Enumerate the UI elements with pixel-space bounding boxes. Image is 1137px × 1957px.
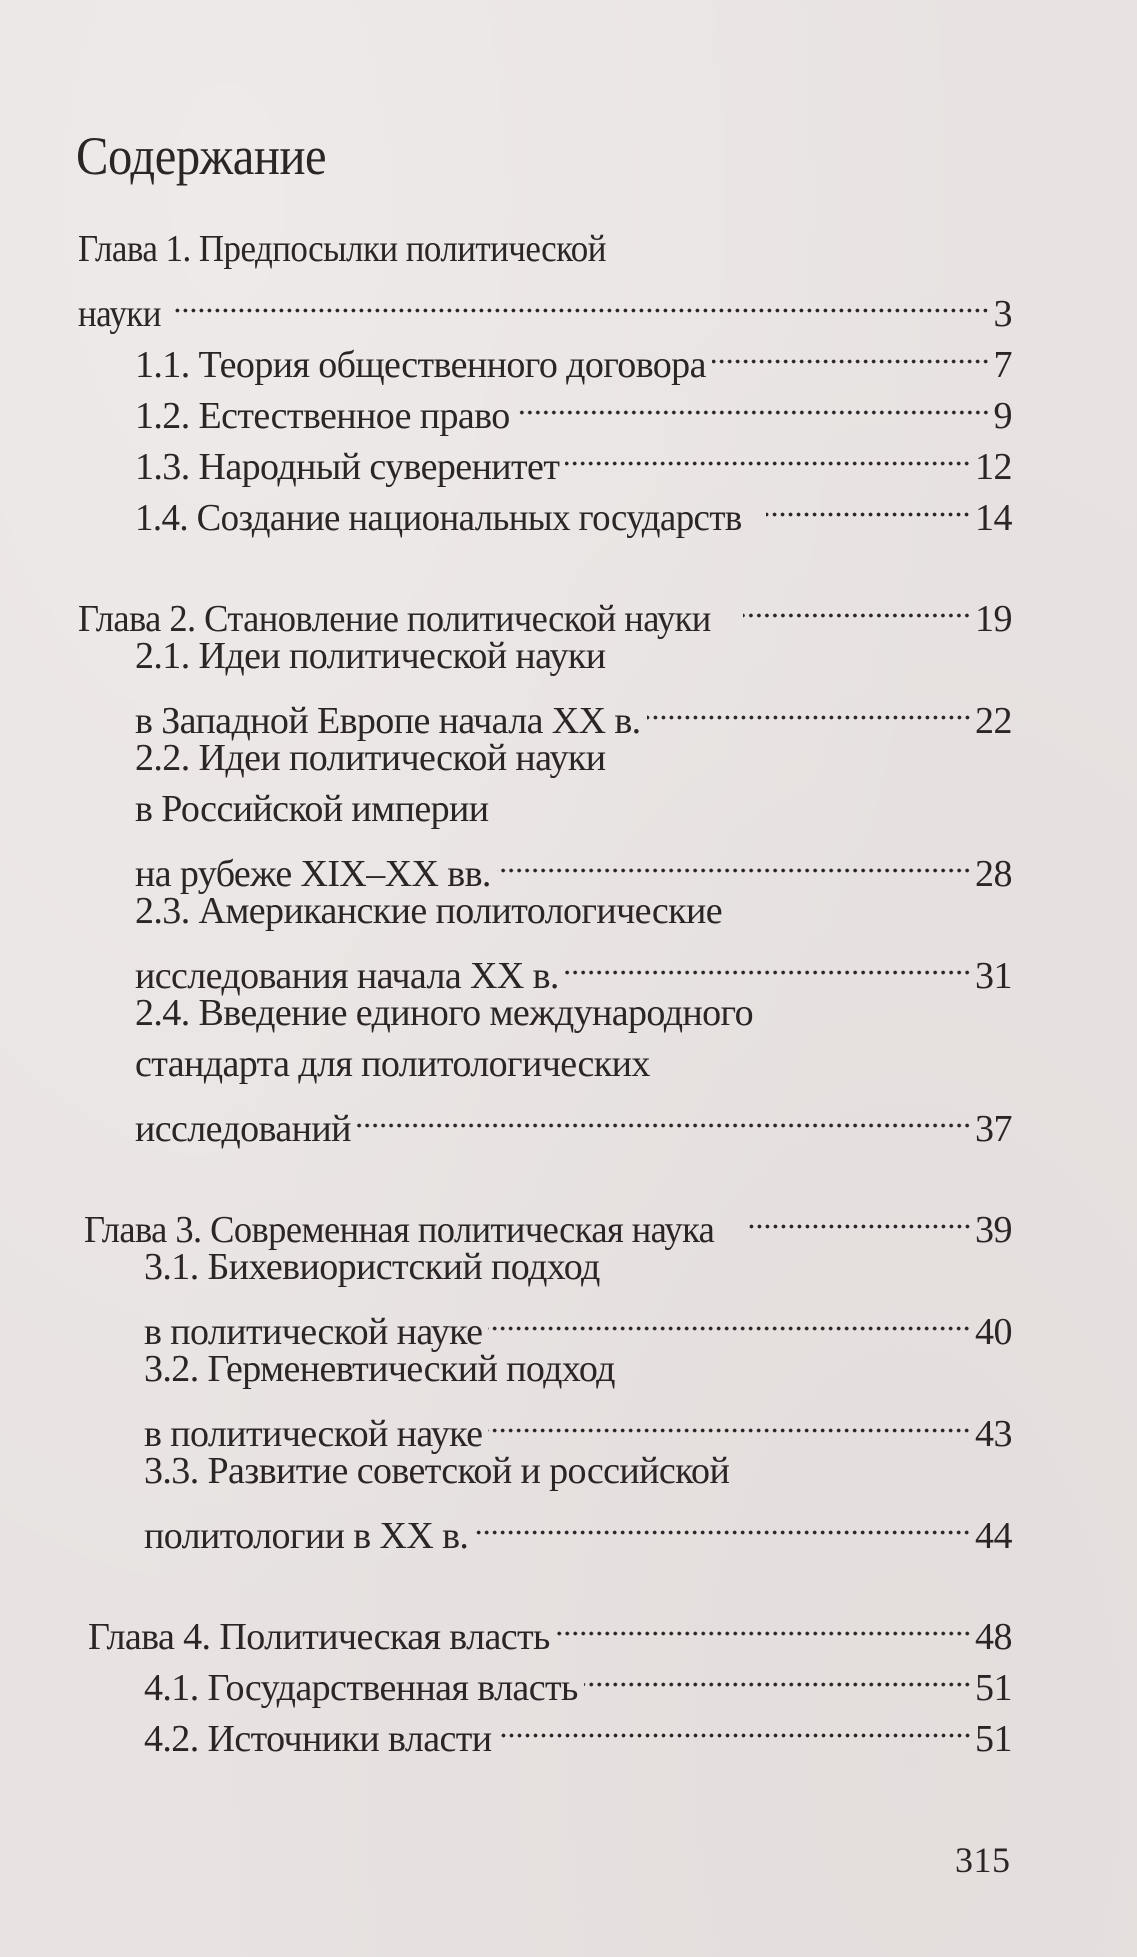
dot-leader	[498, 1700, 972, 1751]
section-title: в Западной Европе начала XX в.	[135, 700, 641, 742]
toc-chapter-4	[78, 1598, 1012, 1760]
page-title: Содержание	[76, 126, 327, 186]
dot-leader	[516, 377, 990, 428]
page-number: 37	[975, 1108, 1012, 1150]
section-title: 1.2. Естественное право	[135, 395, 510, 437]
toc-section-2-4[interactable]	[78, 988, 1012, 1039]
section-title: 2.4. Введение единого международного	[135, 992, 753, 1034]
page-number: 28	[975, 853, 1012, 895]
toc-section-3-3-cont[interactable]	[78, 1497, 1012, 1557]
dot-leader	[357, 1090, 971, 1141]
dot-leader	[712, 326, 990, 377]
dot-leader	[474, 1497, 971, 1548]
dot-leader	[174, 275, 989, 326]
toc-section-2-2-cont[interactable]	[78, 835, 1012, 895]
toc-section-1-2[interactable]	[78, 377, 1012, 437]
chapter-title: Глава 1. Предпосылки политической	[78, 228, 606, 270]
toc-section-3-1-cont[interactable]	[78, 1293, 1012, 1353]
section-title: 3.1. Бихевиористский подход	[144, 1246, 600, 1288]
dot-leader	[497, 835, 971, 886]
dot-leader	[556, 1598, 971, 1649]
section-title: политологии в XX в.	[144, 1515, 469, 1557]
page-number: 39	[975, 1209, 1012, 1251]
toc-section-4-2[interactable]	[78, 1700, 1012, 1760]
chapter-title: науки	[78, 293, 161, 335]
section-title: 4.2. Источники власти	[144, 1718, 492, 1760]
section-title: исследований	[135, 1108, 351, 1150]
section-title: 1.1. Теория общественного договора	[135, 344, 706, 386]
toc-chapter-2	[78, 580, 1012, 1150]
toc-section-2-4-cont[interactable]	[78, 1039, 1012, 1090]
page-number: 31	[975, 955, 1012, 997]
chapter-title: Глава 2. Становление политической науки	[78, 598, 711, 640]
toc-section-2-1[interactable]	[78, 631, 1012, 682]
dot-leader	[565, 937, 971, 988]
toc-section-1-4[interactable]	[78, 479, 1012, 539]
page-number: 19	[975, 598, 1012, 640]
toc-chapter-heading[interactable]	[78, 1598, 1012, 1658]
page-number: 3	[993, 293, 1012, 335]
page-number: 43	[975, 1413, 1012, 1455]
section-title: стандарта для политологических	[135, 1043, 650, 1085]
toc-section-2-2-cont[interactable]	[78, 784, 1012, 835]
toc-section-3-3[interactable]	[78, 1446, 1012, 1497]
page-number: 7	[993, 344, 1012, 386]
toc-chapter-1	[78, 224, 1012, 539]
section-title: 3.2. Герменевтический подход	[144, 1348, 615, 1390]
toc-chapter-3	[78, 1191, 1012, 1557]
page-number: 22	[975, 700, 1012, 742]
page-number: 44	[975, 1515, 1012, 1557]
toc-chapter-heading[interactable]	[78, 580, 1012, 640]
section-title: 2.1. Идеи политической науки	[135, 635, 606, 677]
table-of-contents	[78, 224, 1012, 1801]
section-title: 2.2. Идеи политической науки	[135, 737, 606, 779]
dot-leader	[747, 1191, 971, 1242]
section-title: 1.4. Создание национальных государств	[135, 497, 742, 539]
page-number-footer: 315	[955, 1840, 1011, 1880]
toc-section-4-1[interactable]	[78, 1649, 1012, 1709]
section-title: на рубеже XIX–XX вв.	[135, 853, 491, 895]
page-number: 40	[975, 1311, 1012, 1353]
dot-leader	[565, 428, 971, 479]
dot-leader	[488, 1395, 971, 1446]
toc-section-1-1[interactable]	[78, 326, 1012, 386]
section-title: 2.3. Американские политологические	[135, 890, 722, 932]
toc-section-3-2[interactable]	[78, 1344, 1012, 1395]
toc-chapter-heading[interactable]	[78, 1191, 1012, 1251]
toc-section-1-3[interactable]	[78, 428, 1012, 488]
page-number: 48	[975, 1616, 1012, 1658]
section-title: 1.3. Народный суверенитет	[135, 446, 560, 488]
dot-leader	[488, 1293, 971, 1344]
toc-section-2-4-cont[interactable]	[78, 1090, 1012, 1150]
toc-section-3-1[interactable]	[78, 1242, 1012, 1293]
section-title: в политической науке	[144, 1413, 483, 1455]
section-title: 3.3. Развитие советской и российской	[144, 1450, 730, 1492]
toc-chapter-heading[interactable]	[78, 224, 1012, 275]
toc-section-2-1-cont[interactable]	[78, 682, 1012, 742]
chapter-title: Глава 3. Современная политическая наука	[84, 1209, 715, 1251]
section-title: 4.1. Государственная власть	[144, 1667, 578, 1709]
section-title: исследования начала XX в.	[135, 955, 559, 997]
dot-leader	[584, 1649, 971, 1700]
toc-chapter-heading-cont[interactable]	[78, 275, 1012, 335]
page-number: 51	[975, 1718, 1012, 1760]
page-number: 14	[975, 497, 1012, 539]
page-number: 9	[993, 395, 1012, 437]
section-title: в политической науке	[144, 1311, 483, 1353]
toc-section-2-3-cont[interactable]	[78, 937, 1012, 997]
dot-leader	[766, 479, 971, 530]
dot-leader	[647, 682, 971, 733]
toc-section-2-2[interactable]	[78, 733, 1012, 784]
section-title: в Российской империи	[135, 788, 489, 830]
toc-section-2-3[interactable]	[78, 886, 1012, 937]
page-number: 12	[975, 446, 1012, 488]
toc-section-3-2-cont[interactable]	[78, 1395, 1012, 1455]
chapter-title: Глава 4. Политическая власть	[88, 1616, 550, 1658]
page-number: 51	[975, 1667, 1012, 1709]
dot-leader	[743, 580, 971, 631]
